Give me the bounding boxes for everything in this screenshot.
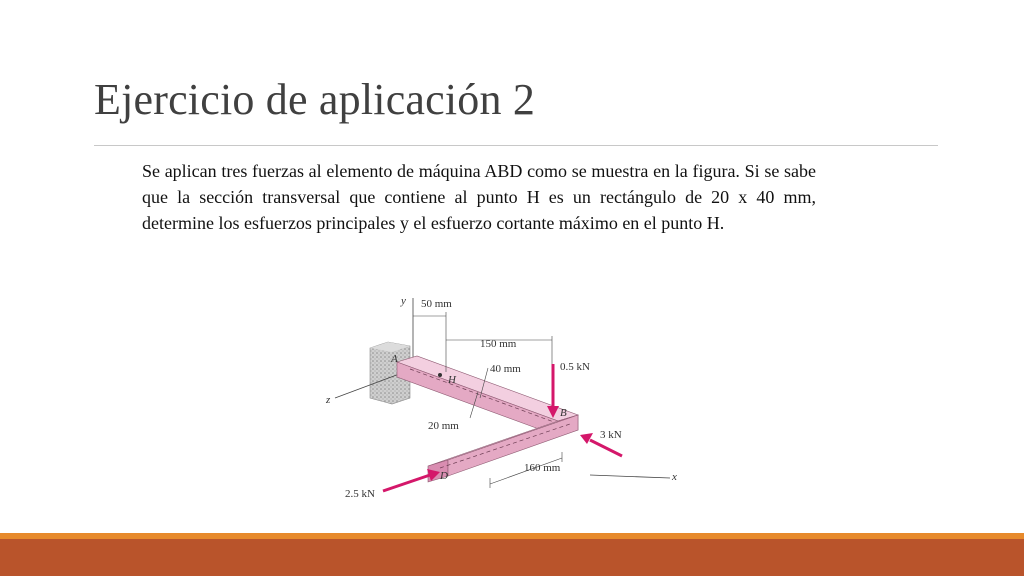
- footer-bar: [0, 539, 1024, 576]
- dim-40mm: 40 mm: [490, 363, 521, 375]
- dim-20mm: 20 mm: [428, 420, 459, 432]
- dim-50mm: 50 mm: [421, 298, 452, 310]
- machine-element-figure: [300, 280, 700, 520]
- point-d-label: D: [440, 470, 448, 482]
- problem-statement: Se aplican tres fuerzas al elemento de máquina ABD como se muestra en la figura. Si se sabe que la sección transversal que contiene al punto H es un rectángulo de 20 x 40 mm, determine los esfuerzos principales y el esfuerzo cortante máximo en el punto H.: [142, 161, 816, 233]
- point-h-label: H: [448, 374, 456, 386]
- point-a-label: A: [391, 353, 398, 365]
- x-axis-label: x: [672, 471, 677, 483]
- force-25kn-label: 2.5 kN: [345, 488, 375, 500]
- y-axis-label: y: [401, 295, 406, 307]
- point-h-marker: [438, 373, 442, 377]
- point-b-label: B: [560, 407, 567, 419]
- title-divider: [94, 145, 938, 146]
- z-axis-label: z: [326, 394, 331, 406]
- force-05kn-label: 0.5 kN: [560, 361, 590, 373]
- force-3kn-label: 3 kN: [600, 429, 622, 441]
- slide-title: Ejercicio de aplicación 2: [94, 75, 536, 124]
- dim-160mm: 160 mm: [524, 462, 561, 474]
- dim-150mm: 150 mm: [480, 338, 517, 350]
